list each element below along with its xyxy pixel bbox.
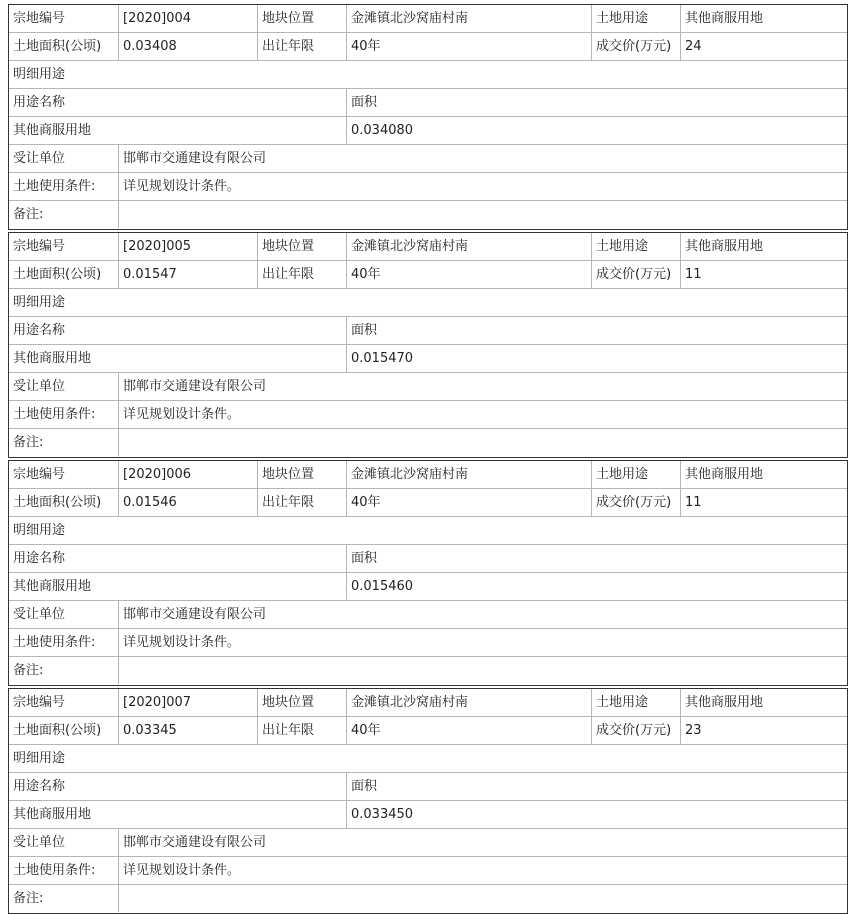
parcel-no-label: 宗地编号 bbox=[9, 5, 119, 32]
usage-name-label: 用途名称 bbox=[9, 89, 347, 116]
price-label: 成交价(万元) bbox=[592, 261, 681, 288]
usage-value-row bbox=[9, 117, 847, 145]
grantee-label: 受让单位 bbox=[9, 373, 119, 400]
usage-detail-row bbox=[9, 289, 847, 317]
term-label: 出让年限 bbox=[258, 489, 347, 516]
parcel-area-row bbox=[9, 261, 847, 289]
grantee-row bbox=[9, 601, 847, 629]
price-value: 23 bbox=[685, 723, 702, 738]
remarks-value bbox=[119, 885, 847, 912]
parcel-header-row bbox=[9, 461, 847, 489]
parcel-block bbox=[8, 460, 848, 686]
price-value: 11 bbox=[685, 267, 702, 282]
conditions-label: 土地使用条件: bbox=[9, 857, 119, 884]
price-label: 成交价(万元) bbox=[592, 717, 681, 744]
parcel-block bbox=[8, 4, 848, 230]
parcel-no-label: 宗地编号 bbox=[9, 233, 119, 260]
usage-value-row bbox=[9, 345, 847, 373]
remarks-value bbox=[119, 657, 847, 684]
usage-name-value: 其他商服用地 bbox=[9, 573, 347, 600]
conditions-row bbox=[9, 629, 847, 657]
term-value: 40年 bbox=[347, 489, 592, 516]
usage-area-value: 0.015460 bbox=[351, 579, 414, 594]
land-use-value: 其他商服用地 bbox=[685, 239, 764, 254]
area-value: 0.01547 bbox=[119, 261, 258, 288]
grantee-value: 邯郸市交通建设有限公司 bbox=[123, 607, 267, 622]
grantee-label: 受让单位 bbox=[9, 145, 119, 172]
usage-detail-label: 明细用途 bbox=[13, 67, 66, 82]
grantee-row bbox=[9, 145, 847, 173]
location-value: 金滩镇北沙窝庙村南 bbox=[347, 689, 592, 716]
remarks-label: 备注: bbox=[9, 201, 119, 228]
term-value: 40年 bbox=[347, 717, 592, 744]
location-label: 地块位置 bbox=[258, 233, 347, 260]
usage-header-row bbox=[9, 317, 847, 345]
land-use-label: 土地用途 bbox=[592, 689, 681, 716]
usage-name-label: 用途名称 bbox=[9, 545, 347, 572]
usage-header-row bbox=[9, 773, 847, 801]
conditions-row bbox=[9, 857, 847, 885]
conditions-row bbox=[9, 173, 847, 201]
grantee-value: 邯郸市交通建设有限公司 bbox=[123, 835, 267, 850]
usage-detail-row bbox=[9, 517, 847, 545]
area-value: 0.01546 bbox=[119, 489, 258, 516]
parcel-header-row bbox=[9, 689, 847, 717]
usage-value-row bbox=[9, 801, 847, 829]
parcel-no-value: [2020]005 bbox=[119, 233, 258, 260]
conditions-label: 土地使用条件: bbox=[9, 173, 119, 200]
term-value: 40年 bbox=[347, 33, 592, 60]
term-value: 40年 bbox=[347, 261, 592, 288]
usage-name-label: 用途名称 bbox=[9, 317, 347, 344]
conditions-value: 详见规划设计条件。 bbox=[123, 179, 241, 194]
location-label: 地块位置 bbox=[258, 461, 347, 488]
usage-name-value: 其他商服用地 bbox=[9, 801, 347, 828]
parcel-header-row bbox=[9, 5, 847, 33]
usage-detail-label: 明细用途 bbox=[13, 295, 66, 310]
grantee-row bbox=[9, 829, 847, 857]
price-label: 成交价(万元) bbox=[592, 489, 681, 516]
parcel-no-label: 宗地编号 bbox=[9, 461, 119, 488]
usage-name-value: 其他商服用地 bbox=[9, 117, 347, 144]
land-use-label: 土地用途 bbox=[592, 461, 681, 488]
location-label: 地块位置 bbox=[258, 5, 347, 32]
land-use-label: 土地用途 bbox=[592, 5, 681, 32]
parcel-block bbox=[8, 232, 848, 458]
grantee-value: 邯郸市交通建设有限公司 bbox=[123, 151, 267, 166]
land-use-label: 土地用途 bbox=[592, 233, 681, 260]
remarks-row bbox=[9, 885, 847, 913]
usage-detail-row bbox=[9, 61, 847, 89]
price-value: 11 bbox=[685, 495, 702, 510]
remarks-label: 备注: bbox=[9, 657, 119, 684]
usage-name-value: 其他商服用地 bbox=[9, 345, 347, 372]
usage-area-label: 面积 bbox=[351, 323, 378, 338]
conditions-value: 详见规划设计条件。 bbox=[123, 863, 241, 878]
location-value: 金滩镇北沙窝庙村南 bbox=[347, 233, 592, 260]
usage-value-row bbox=[9, 573, 847, 601]
land-use-value: 其他商服用地 bbox=[685, 695, 764, 710]
conditions-value: 详见规划设计条件。 bbox=[123, 407, 241, 422]
conditions-value: 详见规划设计条件。 bbox=[123, 635, 241, 650]
area-label: 土地面积(公顷) bbox=[9, 717, 119, 744]
usage-area-value: 0.033450 bbox=[351, 807, 414, 822]
parcel-area-row bbox=[9, 489, 847, 517]
land-use-value: 其他商服用地 bbox=[685, 467, 764, 482]
area-label: 土地面积(公顷) bbox=[9, 261, 119, 288]
location-label: 地块位置 bbox=[258, 689, 347, 716]
usage-detail-row bbox=[9, 745, 847, 773]
conditions-label: 土地使用条件: bbox=[9, 401, 119, 428]
area-label: 土地面积(公顷) bbox=[9, 489, 119, 516]
parcel-area-row bbox=[9, 33, 847, 61]
parcel-no-value: [2020]006 bbox=[119, 461, 258, 488]
grantee-value: 邯郸市交通建设有限公司 bbox=[123, 379, 267, 394]
remarks-row bbox=[9, 429, 847, 457]
grantee-label: 受让单位 bbox=[9, 829, 119, 856]
usage-name-label: 用途名称 bbox=[9, 773, 347, 800]
parcel-area-row bbox=[9, 717, 847, 745]
remarks-value bbox=[119, 429, 847, 456]
land-use-value: 其他商服用地 bbox=[685, 11, 764, 26]
area-value: 0.03408 bbox=[119, 33, 258, 60]
price-label: 成交价(万元) bbox=[592, 33, 681, 60]
conditions-row bbox=[9, 401, 847, 429]
usage-detail-label: 明细用途 bbox=[13, 523, 66, 538]
usage-area-label: 面积 bbox=[351, 779, 378, 794]
term-label: 出让年限 bbox=[258, 33, 347, 60]
parcel-block bbox=[8, 688, 848, 914]
parcel-no-value: [2020]007 bbox=[119, 689, 258, 716]
usage-detail-label: 明细用途 bbox=[13, 751, 66, 766]
parcel-no-value: [2020]004 bbox=[119, 5, 258, 32]
remarks-label: 备注: bbox=[9, 885, 119, 912]
usage-area-label: 面积 bbox=[351, 551, 378, 566]
usage-header-row bbox=[9, 545, 847, 573]
parcel-no-label: 宗地编号 bbox=[9, 689, 119, 716]
remarks-value bbox=[119, 201, 847, 228]
grantee-label: 受让单位 bbox=[9, 601, 119, 628]
term-label: 出让年限 bbox=[258, 261, 347, 288]
usage-area-label: 面积 bbox=[351, 95, 378, 110]
remarks-row bbox=[9, 657, 847, 685]
area-label: 土地面积(公顷) bbox=[9, 33, 119, 60]
grantee-row bbox=[9, 373, 847, 401]
usage-area-value: 0.034080 bbox=[351, 123, 414, 138]
term-label: 出让年限 bbox=[258, 717, 347, 744]
price-value: 24 bbox=[685, 39, 702, 54]
usage-area-value: 0.015470 bbox=[351, 351, 414, 366]
area-value: 0.03345 bbox=[119, 717, 258, 744]
parcel-header-row bbox=[9, 233, 847, 261]
remarks-row bbox=[9, 201, 847, 229]
location-value: 金滩镇北沙窝庙村南 bbox=[347, 461, 592, 488]
remarks-label: 备注: bbox=[9, 429, 119, 456]
conditions-label: 土地使用条件: bbox=[9, 629, 119, 656]
location-value: 金滩镇北沙窝庙村南 bbox=[347, 5, 592, 32]
usage-header-row bbox=[9, 89, 847, 117]
